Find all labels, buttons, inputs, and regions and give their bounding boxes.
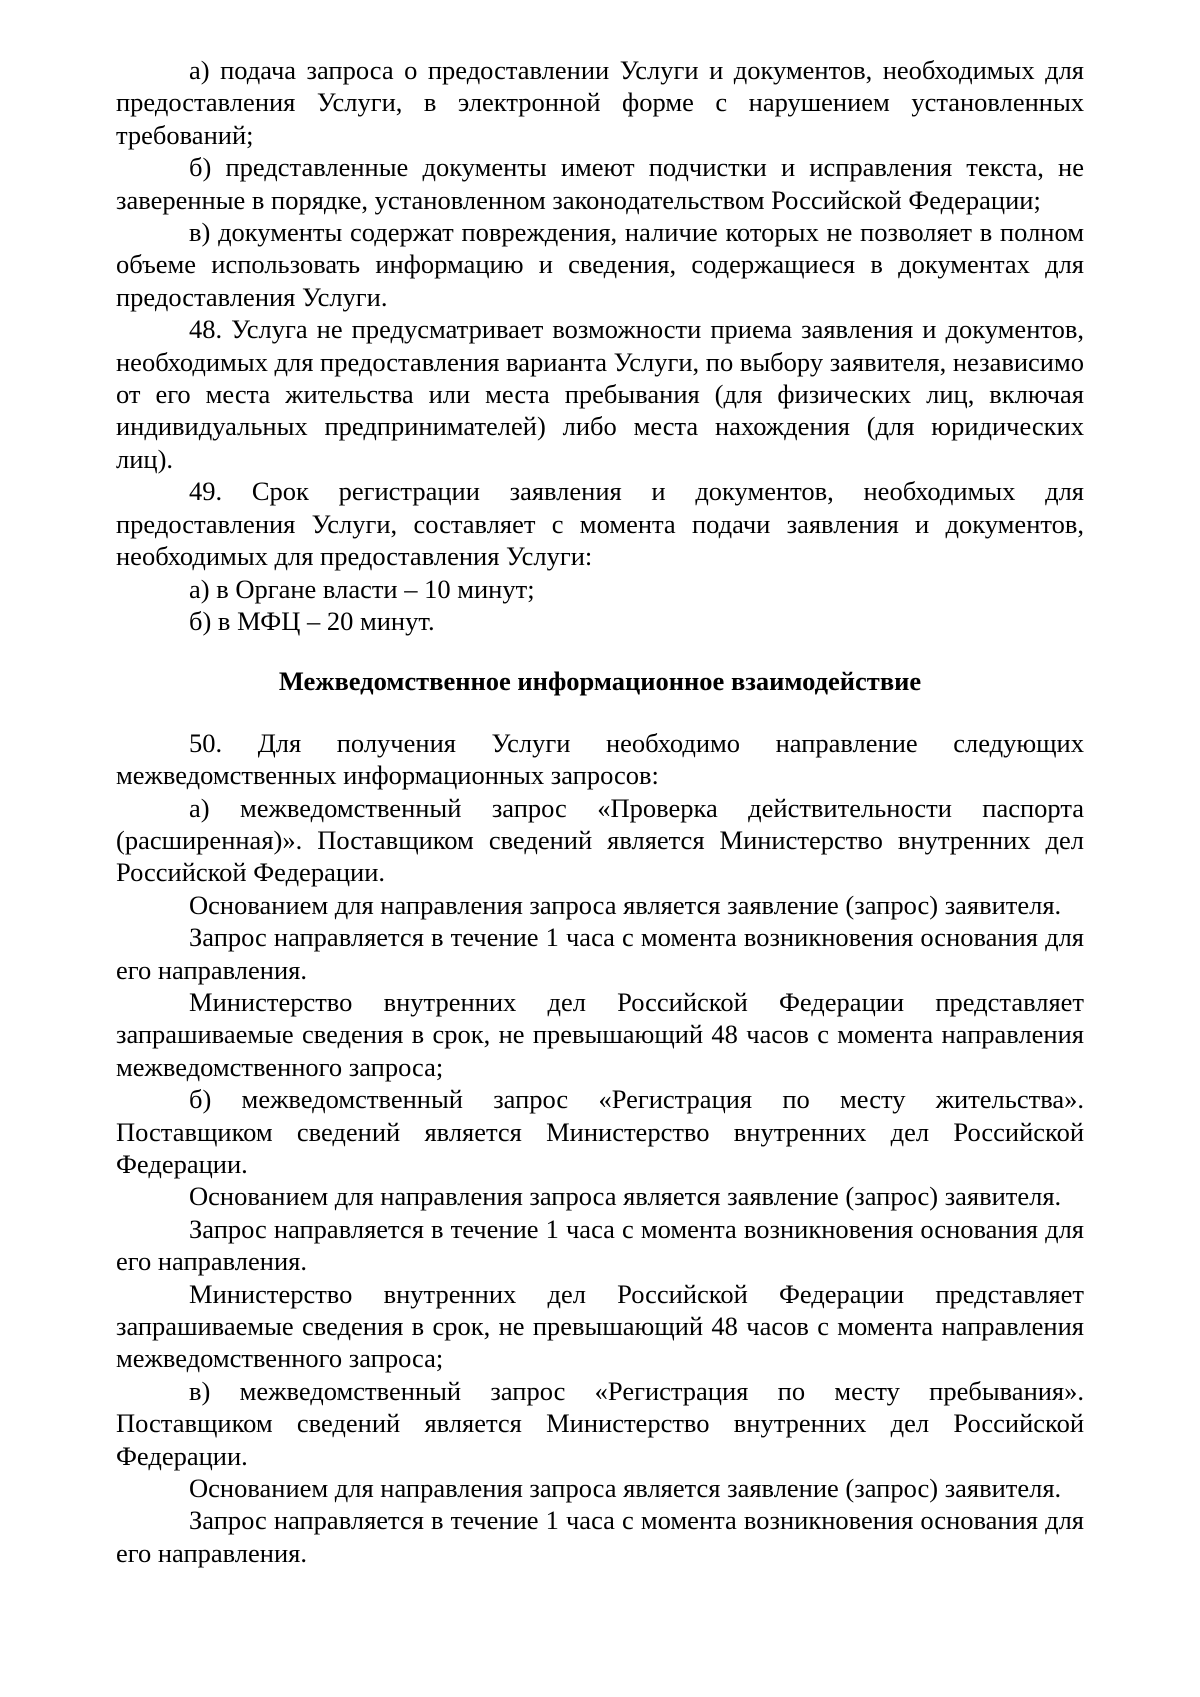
paragraph-item-b-corrections: б) представленные документы имеют подчистки и исправления текста, не заверенные в порядке, установленном законодательством Российской Федерации; — [116, 152, 1084, 215]
section-heading: Межведомственное информационное взаимодействие — [278, 666, 922, 697]
paragraph-50-item-b: б) межведомственный запрос «Регистрация по месту жительства». Поставщиком сведений является Министерство внутренних дел Российской Федерации. — [116, 1084, 1084, 1179]
paragraph-request-timing: Запрос направляется в течение 1 часа с момента возникновения основания для его направления. — [116, 922, 1084, 985]
document-page — [116, 54, 1084, 1569]
paragraph-basis: Основанием для направления запроса является заявление (запрос) заявителя. — [189, 1473, 1062, 1504]
paragraph-49-item-a: а) в Органе власти – 10 минут; — [189, 573, 535, 604]
paragraph-49: 49. Срок регистрации заявления и документов, необходимых для предоставления Услуги, составляет с момента подачи заявления и документов, необходимых для предоставления Услуги: — [116, 476, 1084, 572]
paragraph-item-a-submission: а) подача запроса о предоставлении Услуги и документов, необходимых для предоставления Услуги, в электронной форме с нарушением установленных требований; — [116, 55, 1084, 150]
paragraph-basis: Основанием для направления запроса является заявление (запрос) заявителя. — [189, 889, 1062, 920]
paragraph-request-timing: Запрос направляется в течение 1 часа с момента возникновения основания для его направления. — [116, 1505, 1084, 1568]
paragraph-50: 50. Для получения Услуги необходимо направление следующих межведомственных информационных запросов: — [116, 727, 1084, 791]
paragraph-50-item-v: в) межведомственный запрос «Регистрация по месту пребывания». Поставщиком сведений является Министерство внутренних дел Российской Федерации. — [116, 1375, 1084, 1471]
paragraph-item-v-damage: в) документы содержат повреждения, наличие которых не позволяет в полном объеме использовать информацию и сведения, содержащиеся в документах для предоставления Услуги. — [116, 217, 1084, 312]
paragraph-response-timing: Министерство внутренних дел Российской Федерации представляет запрашиваемые сведения в срок, не превышающий 48 часов с момента направления межведомственного запроса; — [116, 1278, 1084, 1374]
paragraph-48: 48. Услуга не предусматривает возможности приема заявления и документов, необходимых для предоставления варианта Услуги, по выбору заявителя, независимо от его места жительства или места пребывания (для физических лиц, включая индивидуальных предпринимателей) либо места нахождения (для юридических лиц). — [116, 314, 1084, 474]
paragraph-50-item-a: а) межведомственный запрос «Проверка действительности паспорта (расширенная)». Поставщиком сведений является Министерство внутренних дел Российской Федерации. — [116, 792, 1084, 888]
paragraph-request-timing: Запрос направляется в течение 1 часа с момента возникновения основания для его направления. — [116, 1213, 1084, 1277]
paragraph-response-timing: Министерство внутренних дел Российской Федерации представляет запрашиваемые сведения в срок, не превышающий 48 часов с момента направления межведомственного запроса; — [116, 986, 1084, 1082]
paragraph-49-item-b: б) в МФЦ – 20 минут. — [189, 605, 435, 636]
paragraph-basis: Основанием для направления запроса является заявление (запрос) заявителя. — [189, 1181, 1062, 1212]
